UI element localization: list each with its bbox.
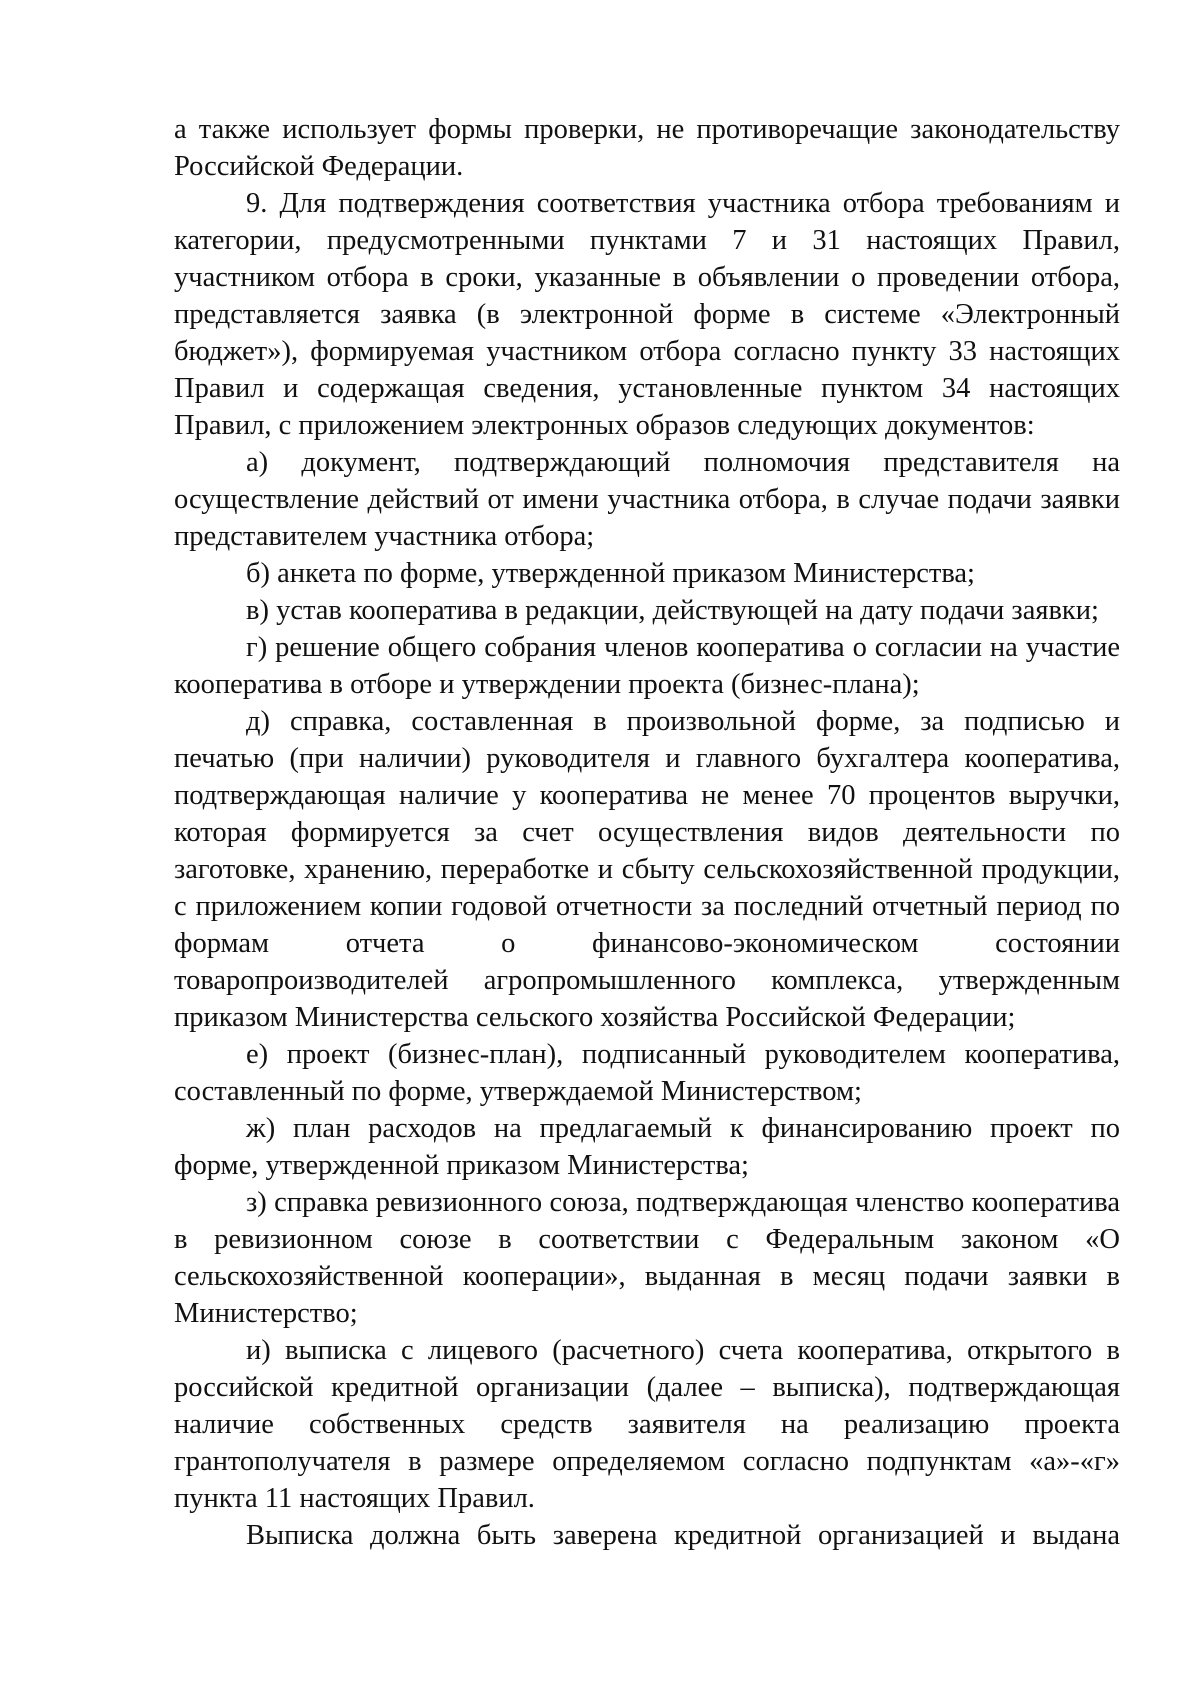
- paragraph-subitem-v: в) устав кооператива в редакции, действующей на дату подачи заявки;: [246, 595, 1099, 626]
- paragraph-continuation: а также использует формы проверки, не противоречащие законодательству Российской Федерации.: [174, 114, 1120, 182]
- paragraph-subitem-d: д) справка, составленная в произвольной форме, за подписью и печатью (при наличии) руководителя и главного бухгалтера кооператива, подтверждающая наличие у кооператива не менее 70 процентов выручки, которая формируется за счет осуществления видов деятельности по заготовке, хранению, переработке и сбыту сельскохозяйственной продукции, с приложением копии годовой отчетности за последний отчетный период по формам отчета о финансово-экономическом состоянии товаропроизводителей агропромышленного комплекса, утвержденным приказом Министерства сельского хозяйства Российской Федерации;: [174, 706, 1120, 1033]
- paragraph-subitem-e: е) проект (бизнес-план), подписанный руководителем кооператива, составленный по форме, утверждаемой Министерством;: [174, 1039, 1120, 1107]
- paragraph-subitem-zh: ж) план расходов на предлагаемый к финансированию проект по форме, утвержденной приказом Министерства;: [174, 1113, 1120, 1181]
- paragraph-subitem-z: з) справка ревизионного союза, подтверждающая членство кооператива в ревизионном союзе в соответствии с Федеральным законом «О сельскохозяйственной кооперации», выданная в месяц подачи заявки в Министерство;: [174, 1187, 1120, 1329]
- paragraph-statement-certification: Выписка должна быть заверена кредитной организацией и выдана: [246, 1520, 1120, 1551]
- paragraph-subitem-b: б) анкета по форме, утвержденной приказом Министерства;: [246, 558, 975, 589]
- paragraph-item-9: 9. Для подтверждения соответствия участника отбора требованиям и категории, предусмотренными пунктами 7 и 31 настоящих Правил, участником отбора в сроки, указанные в объявлении о проведении отбора, представляется заявка (в электронной форме в системе «Электронный бюджет»), формируемая участником отбора согласно пункту 33 настоящих Правил и содержащая сведения, установленные пунктом 34 настоящих Правил, с приложением электронных образов следующих документов:: [174, 188, 1120, 441]
- paragraph-subitem-g: г) решение общего собрания членов кооператива о согласии на участие кооператива в отборе и утверждении проекта (бизнес-плана);: [174, 632, 1120, 700]
- paragraph-subitem-i: и) выписка с лицевого (расчетного) счета кооператива, открытого в российской кредитной организации (далее – выписка), подтверждающая наличие собственных средств заявителя на реализацию проекта грантополучателя в размере определяемом согласно подпунктам «а»-«г» пункта 11 настоящих Правил.: [174, 1335, 1120, 1514]
- document-body: [174, 111, 1120, 1554]
- paragraph-subitem-a: а) документ, подтверждающий полномочия представителя на осуществление действий от имени участника отбора, в случае подачи заявки представителем участника отбора;: [174, 447, 1120, 552]
